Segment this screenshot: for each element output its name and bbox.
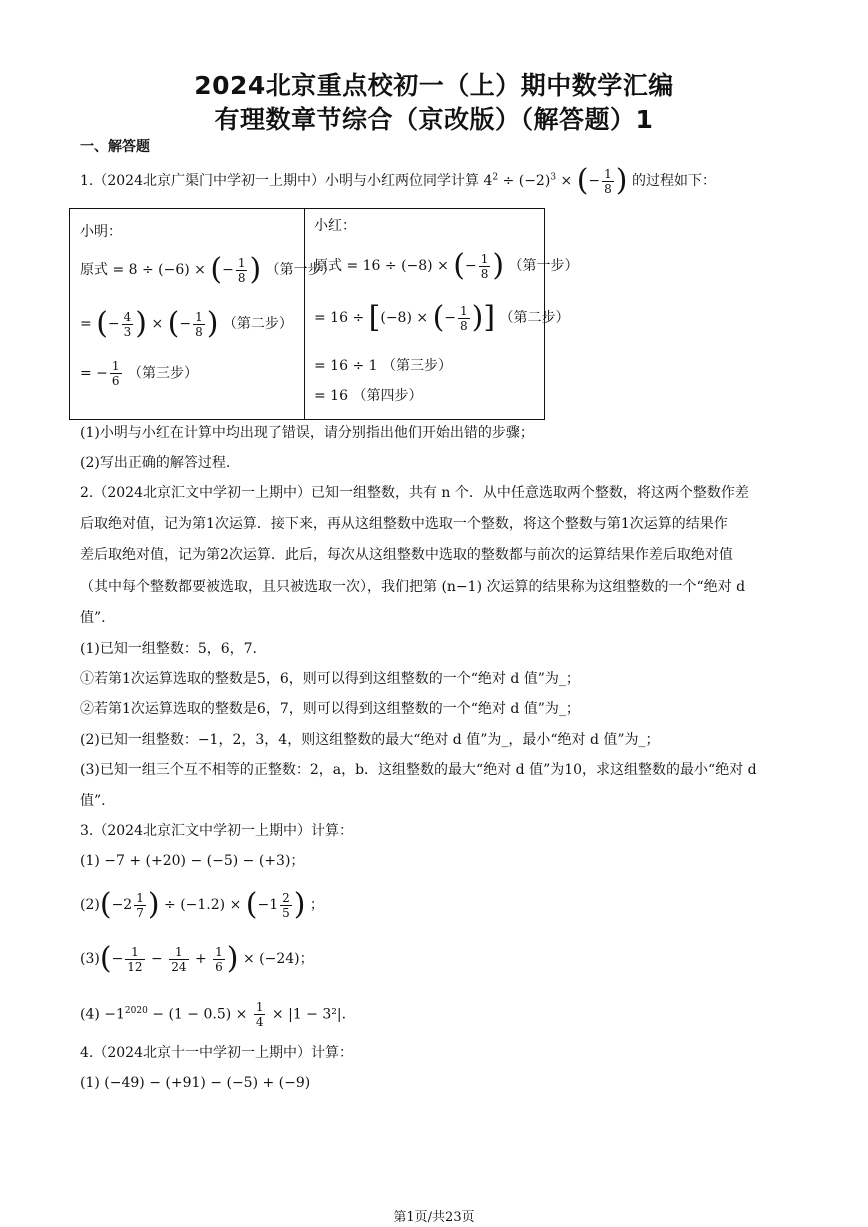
- xiaohong-step4-note: （第四步）: [352, 388, 423, 404]
- q3-expr2: (2)(−2 $\frac{1}{7}$ ) ÷ (−1.2) × (−1 $\frac{2}{5}$ ) ；: [80, 887, 324, 922]
- q3-expr3-label: (3): [80, 951, 100, 967]
- q3-expr4-exponent: 2020: [124, 1005, 148, 1016]
- q3-expr4-end: × |1 − 3²|.: [271, 1006, 347, 1023]
- q3-expr4-mid: − (1 − 0.5) ×: [152, 1006, 248, 1023]
- q1-suffix: 的过程如下：: [631, 173, 716, 189]
- xiaohong-name: 小红：: [314, 218, 356, 234]
- q3-expr3: (3)(− $\frac{1}{12}$ − $\frac{1}{24}$ + $\frac{1}{6}$ ) × (−24)；: [80, 941, 314, 976]
- q2-sub1: (1)已知一组整数：5，6，7.: [80, 641, 258, 657]
- table-divider: [304, 209, 305, 419]
- q2-paragraph-4: （其中每个整数都要被选取，且只被选取一次），我们把第 (n−1) 次运算的结果称为这组整数的一个“绝对 d: [80, 579, 746, 595]
- q2-paragraph-2: 后取绝对值，记为第1次运算．接下来，再从这组整数中选取一个整数，将这个整数与第1次运算的结果作: [80, 516, 728, 532]
- q3-expr2-end: ；: [309, 897, 324, 913]
- q2-sub2: (2)已知一组整数：−1，2，3，4，则这组整数的最大“绝对 d 值”为_，最小“绝对 d 值”为_；: [80, 732, 660, 748]
- q3-expr4-label: (4) −1: [80, 1006, 125, 1023]
- page-number-footer: 第1页/共23页: [393, 1210, 475, 1225]
- xiaohong-step3: [314, 357, 452, 375]
- q1-sub2: (2)写出正确的解答过程.: [80, 455, 231, 471]
- xiaoming-step1: 原式 = 8 ÷ (−6) × (− $\frac{1}{8}$ ) （第一步）: [80, 252, 336, 287]
- xiaoming-step1-note: （第一步）: [265, 262, 336, 278]
- q2-sub1a: ①若第1次运算选取的整数是5，6，则可以得到这组整数的一个“绝对 d 值”为_；: [80, 671, 580, 687]
- xiaoming-step1-expr: 原式 = 8 ÷ (−6) ×: [80, 262, 206, 278]
- q4-expr1: (1) (−49) − (+91) − (−5) + (−9): [80, 1075, 311, 1091]
- xiaoming-step2: = (− $\frac{4}{3}$ ) × (− $\frac{1}{8}$ ) （第二步）: [80, 306, 293, 341]
- q1-intro-line: [80, 163, 716, 198]
- q1-sub1: (1)小明与小红在计算中均出现了错误，请分别指出他们开始出错的步骤；: [80, 425, 534, 441]
- xiaoming-step3-note: （第三步）: [128, 365, 199, 382]
- xiaohong-step3-expr: = 16 ÷ 1: [314, 358, 378, 374]
- document-title-line1: 2024北京重点校初一（上）期中数学汇编: [194, 71, 674, 100]
- xiaohong-step3-note: （第三步）: [382, 358, 452, 374]
- q2-paragraph-3: 差后取绝对值，记为第2次运算．此后，每次从这组整数中选取的整数都与前次的运算结果作差后取绝对值: [80, 547, 733, 563]
- xiaohong-step2: = 16 ÷ [(−8) × (− $\frac{1}{8}$ )] （第二步）: [314, 300, 570, 335]
- q2-paragraph-5: 值”.: [80, 610, 106, 626]
- q3-expr2-label: (2): [80, 897, 100, 913]
- q2-paragraph-1: 2.（2024北京汇文中学初一上期中）已知一组整数，共有 n 个．从中任意选取两个整数，将这两个整数作差: [80, 485, 749, 501]
- q3-expr3-end: × (−24)；: [242, 951, 314, 967]
- section-heading: 一、解答题: [80, 139, 150, 155]
- xiaoming-step3: = − $\frac{1}{6}$ （第三步）: [80, 359, 199, 388]
- xiaohong-step2-note: （第二步）: [499, 310, 570, 326]
- xiaohong-step1-note: （第一步）: [508, 258, 579, 274]
- q3-expr2-mid: ÷ (−1.2) ×: [164, 897, 242, 913]
- xiaoming-step2-note: （第二步）: [222, 316, 293, 332]
- xiaohong-step1: 原式 = 16 ÷ (−8) × (− $\frac{1}{8}$ ) （第一步）: [314, 248, 579, 283]
- xiaohong-step2-expr: = 16 ÷: [314, 310, 365, 326]
- q2-sub3b: 值”.: [80, 793, 106, 809]
- q1-intro: 1.（2024北京广渠门中学初一上期中）小明与小红两位同学计算: [80, 173, 479, 189]
- xiaoming-name: 小明：: [80, 224, 122, 240]
- xiaohong-step4-expr: = 16: [314, 388, 348, 404]
- q3-intro: 3.（2024北京汇文中学初一上期中）计算：: [80, 823, 353, 839]
- q4-intro: 4.（2024北京十一中学初一上期中）计算：: [80, 1045, 353, 1061]
- q1-expression: $4^2 \div (-2)^3$ × (− $\frac{1}{8}$ ): [483, 163, 628, 198]
- q3-expr4: $(4) -1^{2020} - (1 - 0.5)$ × $\frac{1}{4}$ × |1 − 3²|.: [80, 1000, 347, 1029]
- document-title-line2: 有理数章节综合（京改版）（解答题）1: [214, 105, 654, 134]
- xiaohong-step1-expr: 原式 = 16 ÷ (−8) ×: [314, 258, 449, 274]
- xiaohong-step4: [314, 387, 422, 405]
- q3-expr1: (1) −7 + (+20) − (−5) − (+3)；: [80, 853, 305, 869]
- q2-sub1b: ②若第1次运算选取的整数是6，7，则可以得到这组整数的一个“绝对 d 值”为_；: [80, 701, 580, 717]
- q1-comparison-table: [69, 208, 579, 420]
- q2-sub3a: (3)已知一组三个互不相等的正整数：2，a，b．这组整数的最大“绝对 d 值”为10，求这组整数的最小“绝对 d: [80, 762, 757, 778]
